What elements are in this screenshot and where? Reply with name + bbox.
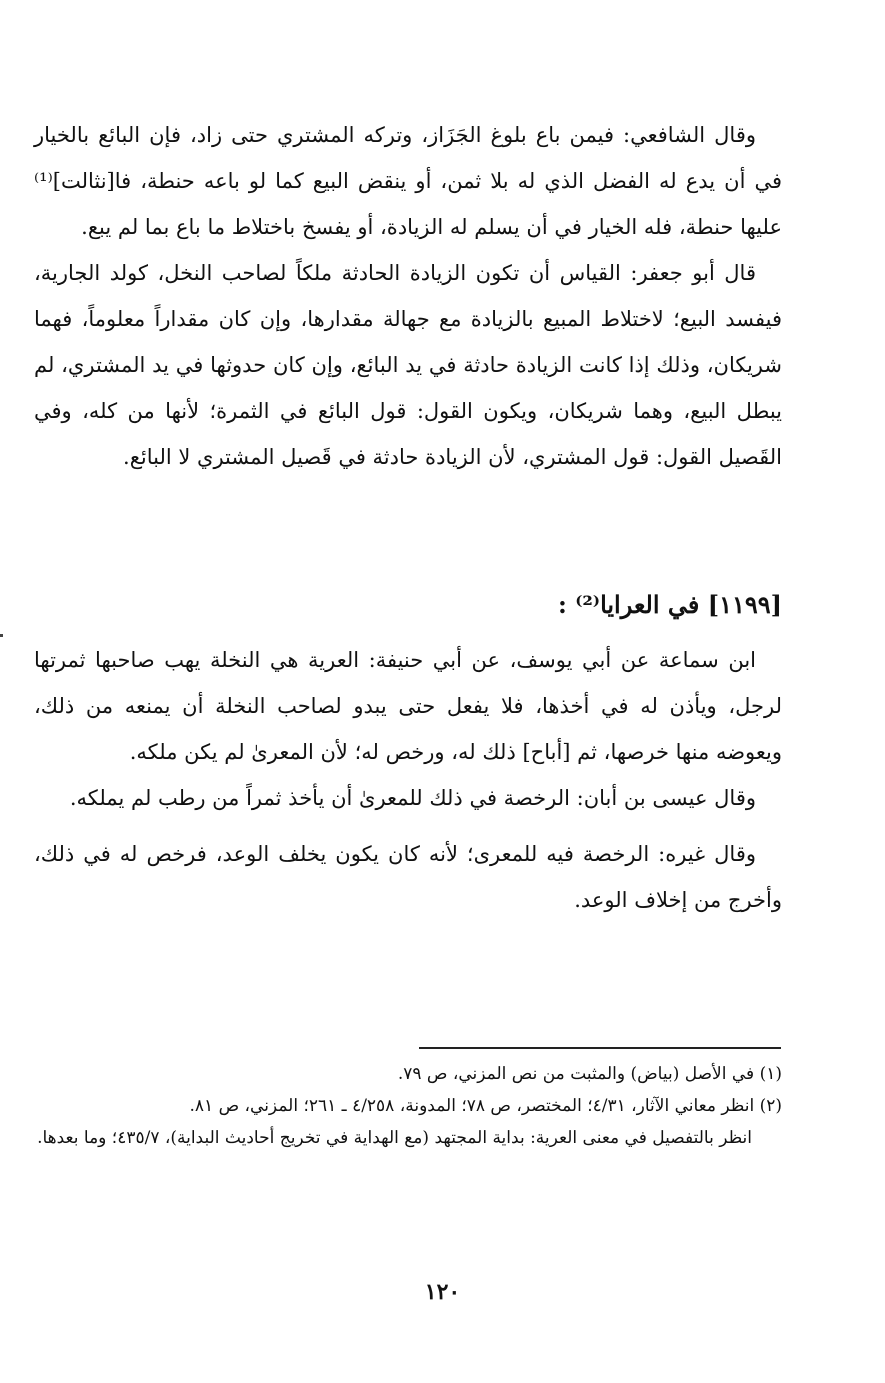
footnote-2-continued: انظر بالتفصيل في معنى العرية: بداية المجتهد (مع الهداية في تخريج أحاديث البداية)، ٤٣٥/٧؛ وما بعدها. bbox=[37, 1128, 752, 1148]
section-title: في العرايا bbox=[600, 590, 700, 619]
paragraph-shafii: وقال الشافعي: فيمن باع بلوغ الجَزَاز، وتركه المشتري حتى زاد، فإن البائع بالخيار في أن يدع له الفضل الذي له بلا ثمن، أو ينقض البيع كما لو باعه حنطة، فا[نثالت]⁽¹⁾ عليها حنطة، فله الخيار في أن يسلم له الزيادة، أو يفسخ باختلاط ما باع بما لم يبع. bbox=[34, 123, 782, 239]
page-number: ١٢٠ bbox=[424, 1279, 461, 1305]
section-heading bbox=[82, 585, 782, 625]
paragraph-other: وقال غيره: الرخصة فيه للمعرى؛ لأنه كان يكون يخلف الوعد، فرخص له في ذلك، وأخرج من إخلاف الوعد. bbox=[34, 842, 782, 912]
paragraph-isa-ibn-aban: وقال عيسى بن أبان: الرخصة في ذلك للمعرىٰ أن يأخذ ثمراً من رطب لم يملكه. bbox=[69, 786, 756, 810]
section-footnote-ref: ⁽²⁾ bbox=[575, 590, 601, 619]
margin-speck bbox=[0, 634, 3, 637]
footnotes bbox=[34, 1058, 782, 1154]
footnote-divider bbox=[419, 1047, 781, 1049]
main-text-top bbox=[34, 112, 782, 480]
main-text-bottom bbox=[34, 637, 782, 923]
paragraph-abu-jafar: قال أبو جعفر: القياس أن تكون الزيادة الحادثة ملكاً لصاحب النخل، كولد الجارية، فيفسد البيع؛ لاختلاط المبيع بالزيادة مع جهالة مقدارها، وإن كان مقداراً معلوماً، فهما شريكان، وذلك إذا كانت الزيادة حادثة في يد البائع، وإن كان حدوثها في يد المشتري، لم يبطل البيع، وهما شريكان، ويكون القول: قول البائع في الثمرة؛ لأنها من كله، وفي القَصيل القول: قول المشتري، لأن الزيادة حادثة في قَصيل المشتري لا البائع. bbox=[34, 261, 782, 469]
footnote-2: (٢) انظر معاني الآثار، ٤/٣١؛ المختصر، ص ٧٨؛ المدونة، ٤/٢٥٨ ـ ٢٦١؛ المزني، ص ٨١. bbox=[189, 1096, 782, 1116]
paragraph-ibn-samaa: ابن سماعة عن أبي يوسف، عن أبي حنيفة: العرية هي النخلة يهب صاحبها ثمرتها لرجل، ويأذن له في أخذها، فلا يفعل حتى يبدو لصاحب النخلة أن يمنعه من ذلك، ويعوضه منها خرصها، ثم [أباح] ذلك له، ورخص له؛ لأن المعرىٰ لم يكن ملكه. bbox=[34, 648, 782, 764]
section-number: [١١٩٩] bbox=[707, 590, 782, 619]
section-colon: : bbox=[558, 590, 567, 619]
paragraph-gap bbox=[34, 821, 782, 831]
footnote-1: (١) في الأصل (بياض) والمثبت من نص المزني، ص ٧٩. bbox=[397, 1064, 782, 1084]
